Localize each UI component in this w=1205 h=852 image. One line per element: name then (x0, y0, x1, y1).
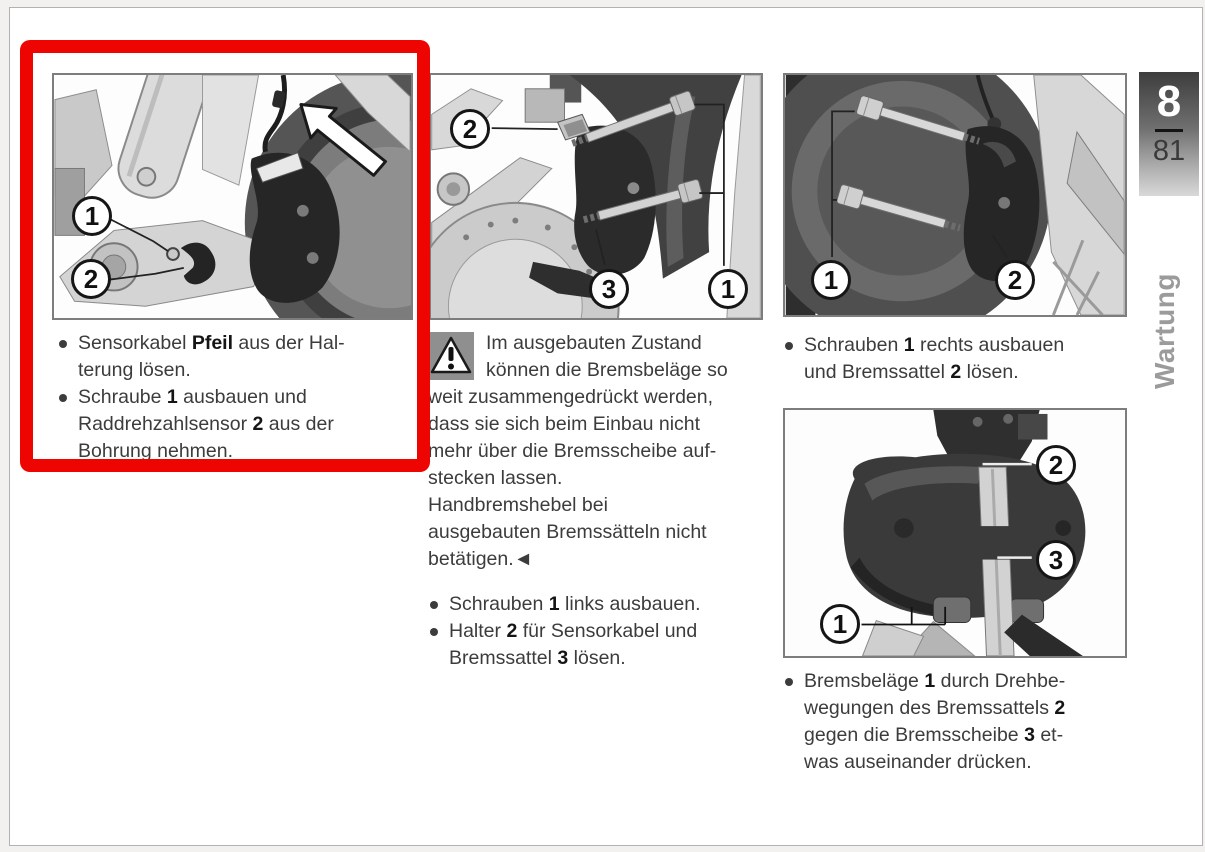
callout-2: 2 (71, 259, 111, 299)
callout-3: 3 (1036, 540, 1076, 580)
column2-instructions (428, 591, 776, 672)
callout-1: 1 (811, 260, 851, 300)
warning-text: Im ausgebauten Zustand können die Bremsbeläge so weit zusammengedrückt werden, dass sie sich beim Einbau nicht mehr über die Bremsscheibe auf- stecken lassen. Handbremshebel bei ausgebauten Bremssätteln nicht betätigen.◄ (428, 332, 728, 570)
instruction-bolts-right: Schrauben 1 rechts ausbauen und Bremssattel 2 lösen. (783, 332, 1143, 386)
figure-left-caliper-bolts (429, 73, 763, 320)
instruction-bolts-left: Schrauben 1 links ausbauen. (428, 591, 776, 618)
instruction-holder: Halter 2 für Sensorkabel und Bremssattel 3 lösen. (428, 618, 776, 672)
column2-warning (428, 330, 776, 573)
callout-1: 1 (72, 196, 112, 236)
callout-2: 2 (995, 260, 1035, 300)
chapter-title-vertical: Wartung (1149, 273, 1180, 389)
instruction-sensor-cable: Sensorkabel Pfeil aus der Hal- terung lösen. (57, 330, 413, 384)
column1-instructions (57, 330, 413, 465)
warning-triangle-icon (428, 332, 474, 380)
figure-caliper-closeup (783, 408, 1127, 658)
column3-instructions-top (783, 332, 1143, 386)
figure-right-caliper-bolts (783, 73, 1127, 317)
column3-instructions-bottom (783, 668, 1153, 776)
callout-1: 1 (708, 269, 748, 309)
callout-3: 3 (589, 269, 629, 309)
chapter-tab (1139, 72, 1199, 196)
tab-divider (1155, 129, 1183, 132)
figure-wheel-speed-sensor (52, 73, 413, 320)
page-number: 81 (1152, 135, 1186, 167)
callout-1: 1 (820, 604, 860, 644)
instruction-remove-sensor: Schraube 1 ausbauen und Raddrehzahlsensor 2 aus der Bohrung nehmen. (57, 384, 413, 465)
callout-2: 2 (450, 109, 490, 149)
chapter-number: 8 (1156, 77, 1182, 126)
callout-2: 2 (1036, 445, 1076, 485)
instruction-spread-pads: Bremsbeläge 1 durch Drehbe- wegungen des Bremssattels 2 gegen die Bremsscheibe 3 et- was auseinander drücken. (783, 668, 1153, 776)
